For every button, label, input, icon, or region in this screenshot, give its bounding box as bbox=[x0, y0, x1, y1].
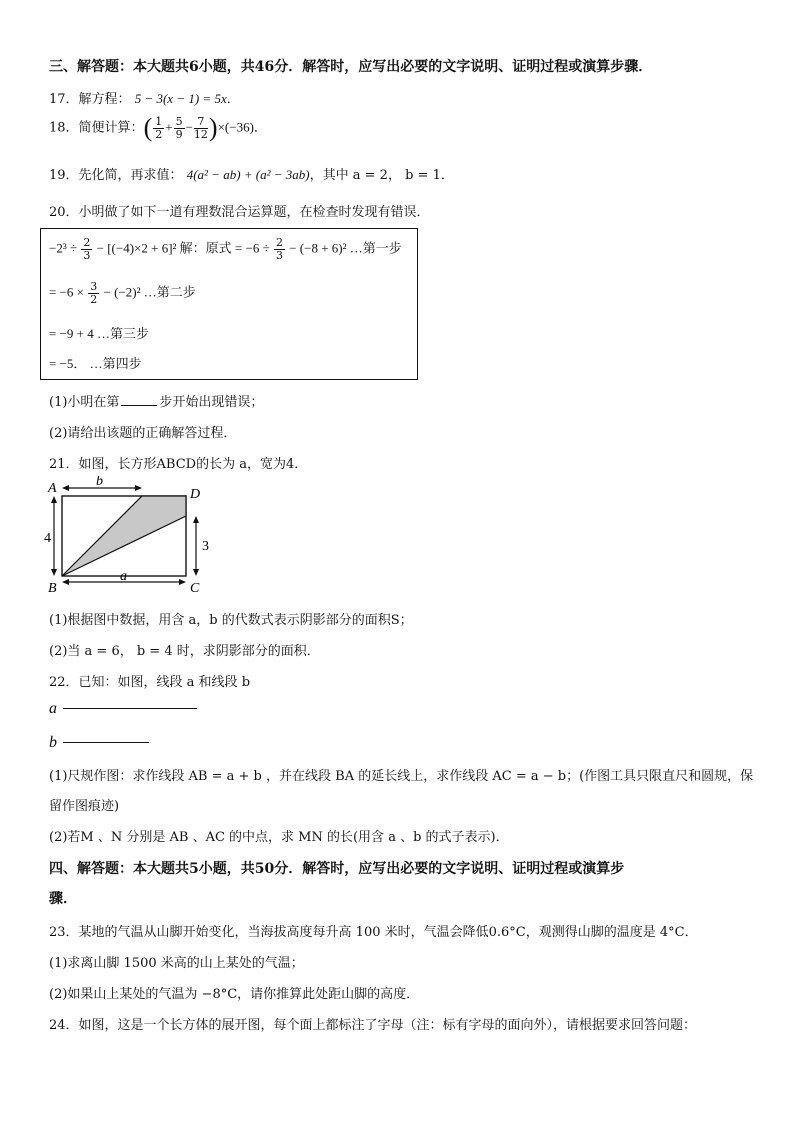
answer-blank bbox=[121, 405, 157, 406]
q20-part-2: (2)请给出该题的正确解答过程． bbox=[49, 426, 237, 441]
label-b: b bbox=[96, 476, 103, 489]
q23-part-1: (1)求离山脚 1500 米高的山上某处的气温； bbox=[49, 956, 304, 971]
label-a: a bbox=[120, 569, 127, 584]
question-18: 18．简便计算：( $\frac{1}{2}$ + $\frac{5}{9}$ − $\frac{7}{12}$ )×(−36)． bbox=[49, 113, 267, 142]
q17-label: 解方程： bbox=[78, 92, 131, 107]
q18-number: 18． bbox=[49, 120, 79, 136]
q21-intro: 21．如图，长方形ABCD的长为 a，宽为4． bbox=[49, 457, 308, 472]
q17-number: 17． bbox=[49, 92, 79, 107]
question-17 bbox=[49, 88, 240, 107]
q18-fraction-3: $\frac{7}{12}$ bbox=[193, 114, 208, 141]
q19-number: 19． bbox=[49, 168, 79, 183]
segment-b: b bbox=[49, 732, 149, 752]
q18-label: 简便计算： bbox=[78, 120, 144, 136]
q22-part-1-line-2: 留作图痕迹) bbox=[49, 799, 120, 814]
q23-part-2: (2)如果山上某处的气温为 −8°C，请你推算此处距山脚的高度． bbox=[49, 987, 420, 1002]
section-3-heading: 三、解答题：本大题共6小题，共46分．解答时，应写出必要的文字说明、证明过程或演算步骤． bbox=[49, 59, 653, 75]
segment-a: a bbox=[49, 698, 197, 718]
label-4: 4 bbox=[44, 531, 51, 546]
q19-expression: 4(a² − ab) + (a² − 3ab) bbox=[186, 167, 310, 182]
q20-intro: 20．小明做了如下一道有理数混合运算题，在检查时发现有错误． bbox=[49, 205, 430, 220]
q21-part-2: (2)当 a = 6， b = 4 时，求阴影部分的面积． bbox=[49, 644, 320, 659]
label-3: 3 bbox=[202, 539, 209, 554]
q20-step-4: = −5． …第四步 bbox=[49, 356, 142, 371]
q19-label: 先化简，再求值： bbox=[78, 168, 183, 183]
q24-intro: 24．如图，这是一个长方体的展开图，每个面上都标注了字母（注：标有字母的面向外），请根据要求回答问题： bbox=[49, 1018, 697, 1033]
q20-step-3: = −9 + 4 …第三步 bbox=[49, 326, 149, 341]
q22-part-2: (2)若M 、N 分别是 AB 、AC 的中点，求 MN 的长(用含 a 、b 的式子表示)． bbox=[49, 830, 509, 845]
q22-intro: 22．已知：如图，线段 a 和线段 b bbox=[49, 675, 251, 690]
section-4-heading-line-1: 四、解答题：本大题共5小题，共50分．解答时，应写出必要的文字说明、证明过程或演算步 bbox=[49, 861, 625, 877]
label-C: C bbox=[190, 581, 200, 594]
q19-condition: ，其中 a = 2， b = 1． bbox=[309, 168, 454, 183]
q20-step-2: = −6 × $\frac{3}{2}$ − (−2)² …第二步 bbox=[49, 280, 196, 306]
q17-equation: 5 − 3(x − 1) = 5x bbox=[134, 91, 227, 106]
shaded-region bbox=[62, 496, 186, 576]
q21-rectangle-figure bbox=[40, 476, 220, 594]
q18-fraction-2: $\frac{5}{9}$ bbox=[175, 114, 183, 141]
question-19 bbox=[49, 164, 454, 183]
q18-tail: ×(−36)． bbox=[217, 119, 267, 135]
q20-step-1: −2³ ÷ $\frac{2}{3}$ − [(−4)×2 + 6]² 解：原式 = −6 ÷ $\frac{2}{3}$ − (−8 + 6)² …第一步 bbox=[49, 236, 402, 262]
label-A: A bbox=[48, 481, 57, 496]
q21-part-1: (1)根据图中数据，用含 a，b 的代数式表示阴影部分的面积S； bbox=[49, 613, 413, 628]
q23-intro: 23．某地的气温从山脚开始变化，当海拔高度每升高 100 米时，气温会降低0.6°C，观测得山脚的温度是 4°C． bbox=[49, 925, 698, 940]
q20-part-1: (1)小明在第 步开始出现错误； bbox=[49, 395, 264, 410]
label-D: D bbox=[190, 487, 201, 502]
q17-tail: ． bbox=[226, 92, 240, 107]
section-4-heading-line-2: 骤． bbox=[49, 891, 77, 907]
q18-fraction-1: $\frac{1}{2}$ bbox=[155, 114, 163, 141]
q20-solution-box bbox=[40, 228, 418, 380]
label-B: B bbox=[48, 581, 57, 594]
q22-part-1-line-1: (1)尺规作图：求作线段 AB = a + b ，并在线段 BA 的延长线上，求作线段 AC = a − b；(作图工具只限直尺和圆规，保 bbox=[49, 769, 754, 784]
